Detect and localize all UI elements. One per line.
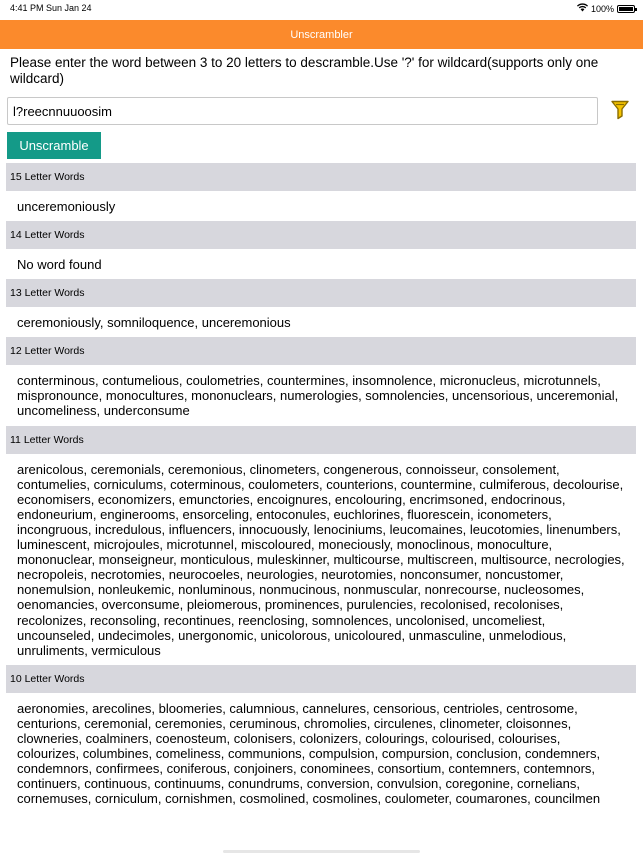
- nav-bar: [0, 20, 643, 49]
- section-words: conterminous, contumelious, coulometries, countermines, insomnolence, micronucleus, microtunnels, mispronounce, monocultures, mononuclears, numerologies, somnolencies, uncensorious, unceremonial, uncomeliness, underconsume: [17, 373, 619, 419]
- section-words: unceremoniously: [17, 199, 116, 214]
- status-bar: [0, 0, 643, 20]
- search-input[interactable]: l?reecnnuuoosim: [7, 97, 598, 125]
- home-indicator: [223, 850, 420, 853]
- battery-icon: [617, 5, 635, 13]
- status-time: 4:41 PM: [10, 3, 44, 13]
- section-words: No word found: [17, 257, 102, 273]
- unscramble-button[interactable]: Unscramble: [7, 132, 101, 159]
- section-header: 11 Letter Words: [6, 426, 636, 454]
- section-header: 15 Letter Words: [6, 163, 636, 191]
- status-right: [577, 3, 635, 14]
- battery-fill: [619, 7, 633, 11]
- instructions-text: Please enter the word between 3 to 20 letters to descramble.Use '?' for wildcard(supports only one wildcard): [10, 55, 599, 86]
- section-header: 14 Letter Words: [6, 221, 636, 249]
- section-header: 13 Letter Words: [6, 279, 636, 307]
- section-words: aeronomies, arecolines, bloomeries, calumnious, cannelures, censorious, centrioles, centrosome, centurions, ceremonial, ceremonies, ceruminous, chromolies, circulenes, clinometer, cloisonnes, clowneries, coalminers, coenosteum, colonisers, colonizers, colourings, colourised, colourises, colourizes, columbines, comeliness, communions, compulsion, compursion, conclusion, condemners, condemnors, confirmees, coniferous, conjoiners, conominees, consortium, contemners, contemnors, continuers, continuous, continuums, conundrums, conversion, convulsion, coregonine, cornelians, cornemuses, corniculum, cornishmen, cosmolined, cosmolines, coulometer, coumarones, councilmen: [17, 700, 601, 806]
- nav-title: Unscrambler: [290, 29, 353, 41]
- results-list[interactable]: [6, 163, 636, 806]
- section-words: ceremoniously, somniloquence, unceremonious: [17, 315, 291, 331]
- filter-icon[interactable]: [611, 100, 629, 120]
- wifi-icon: [577, 3, 588, 14]
- section-header: 12 Letter Words: [6, 337, 636, 365]
- battery-percent: 100%: [590, 3, 614, 14]
- status-date: Sun Jan 24: [46, 3, 92, 13]
- section-words: arenicolous, ceremonials, ceremonious, clinometers, congenerous, connoisseur, consolement, contumelies, corniculums, coterminous, coulometers, counterions, countermine, culmiferous, decolourise, economisers, economizers, emunctories, encoignures, encolouring, encrimsoned, endocrinous, endoneurium, enginerooms, ensorceling, entoconules, euchlorines, fluorescein, iconometers, incongruous, incredulous, influencers, innocuously, lenociniums, leucomaines, leucotomies, linenumbers, luminescent, microjoules, microtunnel, miscoloured, moneciously, monoclinous, monoculture, mononuclear, monseigneur, monticulous, muleskinner, multicourse, multiscreen, multisource, necrologies, necropoleis, necrotomies, neurocoeles, neurologies, neurotomies, nonconsumer, noncustomer, nonemulsion, nonleukemic, nonluminous, nonmucinous, nonmuscular, nonrecourse, nucleosomes, oenomancies, overconsume, pleiomerous, prominences, purulencies, recolonised, recolonises, recolonizes, reconsoling, recontinues, reenclosing, somnolences, uncolonised, uncomeliest, uncounseled, undecimoles, unergonomic, unicolorous, unicoloured, unmasculine, unmelodious, unruliments, vermiculous: [17, 461, 625, 658]
- section-header: 10 Letter Words: [6, 665, 636, 693]
